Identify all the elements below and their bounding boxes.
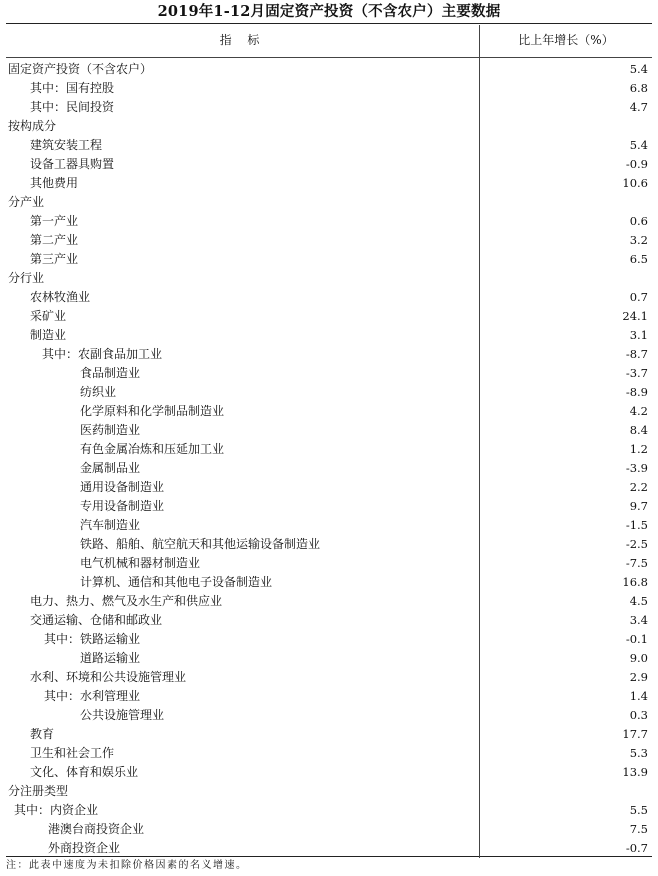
table-row <box>6 174 652 193</box>
row-value: 16.8 <box>622 575 648 589</box>
row-label: 文化、体育和娱乐业 <box>30 765 139 779</box>
row-value: 4.5 <box>629 594 648 608</box>
table-row <box>6 440 652 459</box>
row-label: 水利、环境和公共设施管理业 <box>30 670 187 684</box>
row-label: 其中：国有控股 <box>30 81 115 95</box>
row-label: 其他费用 <box>30 176 79 190</box>
row-value: -0.9 <box>625 157 648 171</box>
row-value: 5.4 <box>629 62 648 76</box>
table-row <box>6 516 652 535</box>
table-row <box>6 345 652 364</box>
table-title: 2019年1-12月固定资产投资（不含农户）主要数据 <box>157 3 501 20</box>
row-value: -8.7 <box>625 347 648 361</box>
row-label: 港澳台商投资企业 <box>48 822 145 836</box>
table-body <box>6 60 652 858</box>
row-value: -1.5 <box>625 518 648 532</box>
row-label: 化学原料和化学制品制造业 <box>80 404 225 418</box>
row-label: 其中：内资企业 <box>14 803 99 817</box>
table-row <box>6 687 652 706</box>
header-growth-rate: 比上年增长（%） <box>518 33 614 47</box>
table-row <box>6 117 652 136</box>
row-value: 13.9 <box>622 765 648 779</box>
row-label: 公共设施管理业 <box>80 708 165 722</box>
table-row <box>6 136 652 155</box>
data-table <box>6 23 652 858</box>
table-row <box>6 288 652 307</box>
table-row <box>6 383 652 402</box>
table-row <box>6 193 652 212</box>
row-label: 计算机、通信和其他电子设备制造业 <box>80 575 273 589</box>
row-value: -8.9 <box>625 385 648 399</box>
row-value: 7.5 <box>629 822 648 836</box>
row-label: 医药制造业 <box>80 423 141 437</box>
row-value: 1.2 <box>629 442 648 456</box>
table-row <box>6 801 652 820</box>
row-label: 其中：农副食品加工业 <box>42 347 163 361</box>
row-label: 分产业 <box>8 195 45 209</box>
row-value: 5.4 <box>629 138 648 152</box>
row-value: 3.2 <box>629 233 648 247</box>
row-value: 0.6 <box>629 214 648 228</box>
row-label: 有色金属冶炼和压延加工业 <box>80 442 225 456</box>
row-label: 第一产业 <box>30 214 79 228</box>
row-label: 设备工器具购置 <box>30 157 115 171</box>
table-row <box>6 326 652 345</box>
row-label: 其中：水利管理业 <box>44 689 141 703</box>
row-value: 0.3 <box>629 708 648 722</box>
table-row <box>6 725 652 744</box>
row-label: 固定资产投资（不含农户） <box>8 62 153 76</box>
row-value: -0.1 <box>625 632 648 646</box>
row-value: 9.7 <box>629 499 648 513</box>
footnote: 注：此表中速度为未扣除价格因素的名义增速。 <box>6 860 248 871</box>
row-label: 教育 <box>30 727 55 741</box>
row-value: 3.1 <box>629 328 648 342</box>
table-row <box>6 573 652 592</box>
row-value: 6.8 <box>629 81 648 95</box>
table-row <box>6 212 652 231</box>
row-label: 按构成分 <box>8 119 57 133</box>
row-value: 5.3 <box>629 746 648 760</box>
table-row <box>6 79 652 98</box>
row-value: 0.7 <box>629 290 648 304</box>
row-value: 4.7 <box>629 100 648 114</box>
table-row <box>6 820 652 839</box>
row-label: 通用设备制造业 <box>80 480 165 494</box>
table-row <box>6 611 652 630</box>
row-label: 分注册类型 <box>8 784 69 798</box>
row-value: 6.5 <box>629 252 648 266</box>
table-row <box>6 630 652 649</box>
row-label: 铁路、船舶、航空航天和其他运输设备制造业 <box>80 537 321 551</box>
row-value: 9.0 <box>629 651 648 665</box>
row-label: 第二产业 <box>30 233 79 247</box>
header-divider <box>6 57 652 58</box>
table-row <box>6 649 652 668</box>
table-row <box>6 269 652 288</box>
table-row <box>6 592 652 611</box>
row-value: -7.5 <box>625 556 648 570</box>
row-value: -0.7 <box>625 841 648 855</box>
row-value: 4.2 <box>629 404 648 418</box>
table-row <box>6 231 652 250</box>
table-row <box>6 60 652 79</box>
table-row <box>6 155 652 174</box>
row-value: 10.6 <box>622 176 648 190</box>
row-label: 分行业 <box>8 271 45 285</box>
row-label: 第三产业 <box>30 252 79 266</box>
table-row <box>6 763 652 782</box>
row-label: 外商投资企业 <box>48 841 121 855</box>
row-label: 卫生和社会工作 <box>30 746 115 760</box>
row-label: 汽车制造业 <box>80 518 141 532</box>
row-label: 制造业 <box>30 328 67 342</box>
table-row <box>6 497 652 516</box>
table-row <box>6 839 652 858</box>
row-label: 金属制品业 <box>80 461 141 475</box>
row-label: 电气机械和器材制造业 <box>80 556 201 570</box>
row-value: 2.2 <box>629 480 648 494</box>
table-top-border <box>6 23 652 24</box>
table-row <box>6 706 652 725</box>
row-value: 2.9 <box>629 670 648 684</box>
row-value: 17.7 <box>622 727 648 741</box>
row-label: 其中：铁路运输业 <box>44 632 141 646</box>
row-label: 电力、热力、燃气及水生产和供应业 <box>30 594 223 608</box>
row-value: -3.9 <box>625 461 648 475</box>
header-indicator: 指 标 <box>219 33 266 47</box>
table-row <box>6 402 652 421</box>
row-label: 食品制造业 <box>80 366 141 380</box>
table-row <box>6 554 652 573</box>
row-label: 农林牧渔业 <box>30 290 91 304</box>
table-row <box>6 535 652 554</box>
row-value: -3.7 <box>625 366 648 380</box>
table-row <box>6 478 652 497</box>
table-row <box>6 782 652 801</box>
row-label: 交通运输、仓储和邮政业 <box>30 613 163 627</box>
row-label: 其中：民间投资 <box>30 100 115 114</box>
row-value: 5.5 <box>629 803 648 817</box>
row-value: 1.4 <box>629 689 648 703</box>
row-label: 建筑安装工程 <box>30 138 103 152</box>
row-value: 24.1 <box>622 309 648 323</box>
table-row <box>6 307 652 326</box>
row-value: 3.4 <box>629 613 648 627</box>
table-row <box>6 668 652 687</box>
table-row <box>6 744 652 763</box>
row-label: 道路运输业 <box>80 651 141 665</box>
table-row <box>6 364 652 383</box>
row-label: 纺织业 <box>80 385 117 399</box>
row-value: -2.5 <box>625 537 648 551</box>
table-row <box>6 250 652 269</box>
row-label: 采矿业 <box>30 309 67 323</box>
row-label: 专用设备制造业 <box>80 499 165 513</box>
table-row <box>6 98 652 117</box>
table-row <box>6 421 652 440</box>
table-row <box>6 459 652 478</box>
row-value: 8.4 <box>629 423 648 437</box>
